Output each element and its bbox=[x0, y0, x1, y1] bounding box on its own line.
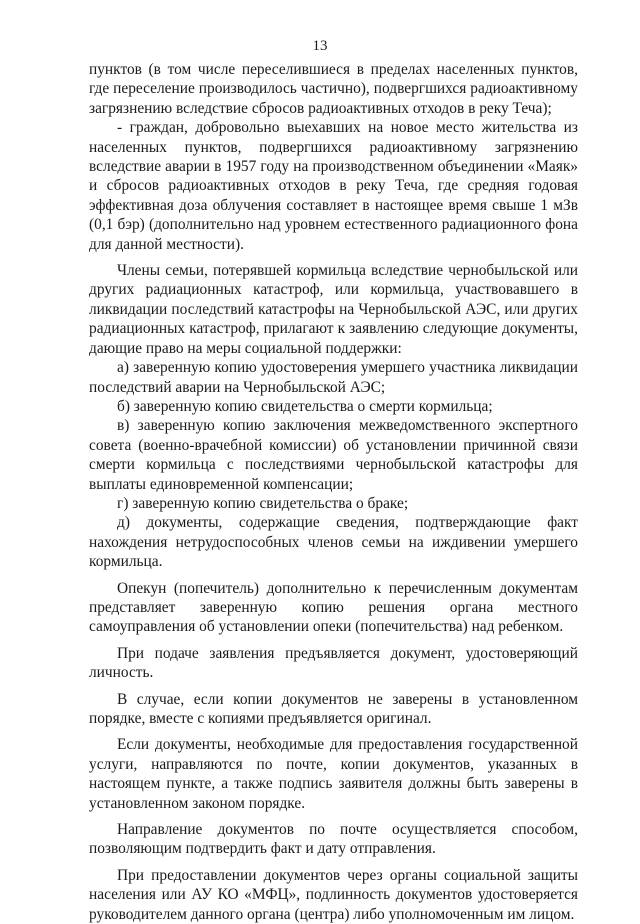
list-item-d: г) заверенную копию свидетельства о браке; bbox=[117, 494, 409, 512]
paragraph-authenticity: При предоставлении документов через органы социальной защиты населения или АУ КО «МФЦ», подлинность документов удостоверяется руководителем данного органа (центра) либо уполномоченным им лицом. bbox=[89, 866, 578, 923]
paragraph-family-members: Члены семьи, потерявшей кормильца вследствие чернобыльской или других радиационных катастроф, или кормильца, участвовавшего в ликвидации последствий катастрофы на Чернобыльской АЭС, или других радиационных катастроф, прилагают к заявлению следующие документы, дающие право на меры социальной поддержки: bbox=[89, 262, 578, 357]
paragraph-identity-document: При подаче заявления предъявляется документ, удостоверяющий личность. bbox=[89, 644, 578, 682]
page-number: 13 bbox=[312, 38, 328, 54]
paragraph-original-copies: В случае, если копии документов не заверены в установленном порядке, вместе с копиями предъявляется оригинал. bbox=[89, 690, 578, 727]
list-item-e: д) документы, содержащие сведения, подтверждающие факт нахождения нетрудоспособных членов семьи на иждивении умершего кормильца. bbox=[89, 514, 578, 571]
list-item-c: в) заверенную копию заключения межведомственного экспертного совета (военно-врачебной комиссии) об установлении причинной связи смерти кормильца с последствиями чернобыльской катастрофы для выплаты единовременной компенсации; bbox=[89, 417, 578, 493]
paragraph-guardian: Опекун (попечитель) дополнительно к перечисленным документам представляет заверенную копию решения органа местного самоуправления об установлении опеки (попечительства) над ребенком. bbox=[89, 579, 578, 636]
paragraph-mail-method: Направление документов по почте осуществляется способом, позволяющим подтвердить факт и дату отправления. bbox=[89, 821, 578, 858]
paragraph-volunteer-relocation: - граждан, добровольно выехавших на новое место жительства из населенных пунктов, подвергшихся радиоактивному загрязнению вследствие аварии в 1957 году на производственном объединении «Маяк» и сбросов радиоактивных отходов в реку Теча, где средняя годовая эффективная доза облучения составляет в настоящее время свыше 1 мЗв (0,1 бэр) (дополнительно над уровнем естественного радиационного фона для данной местности). bbox=[89, 119, 578, 253]
document-body bbox=[89, 60, 578, 924]
paragraph-mail-submission: Если документы, необходимые для предоставления государственной услуги, направляются по почте, копии документов, указанных в настоящем пункте, а также подпись заявителя должны быть заверены в установленном законом порядке. bbox=[89, 736, 578, 812]
list-item-b: б) заверенную копию свидетельства о смерти кормильца; bbox=[117, 397, 493, 415]
list-item-a: а) заверенную копию удостоверения умершего участника ликвидации последствий аварии на Чернобыльской АЭС; bbox=[89, 359, 578, 396]
paragraph-continuation: пунктов (в том числе переселившиеся в пределах населенных пунктов, где переселение производилось частично), подвергшихся радиоактивному загрязнению вследствие сбросов радиоактивных отходов в реку Теча); bbox=[89, 61, 578, 117]
